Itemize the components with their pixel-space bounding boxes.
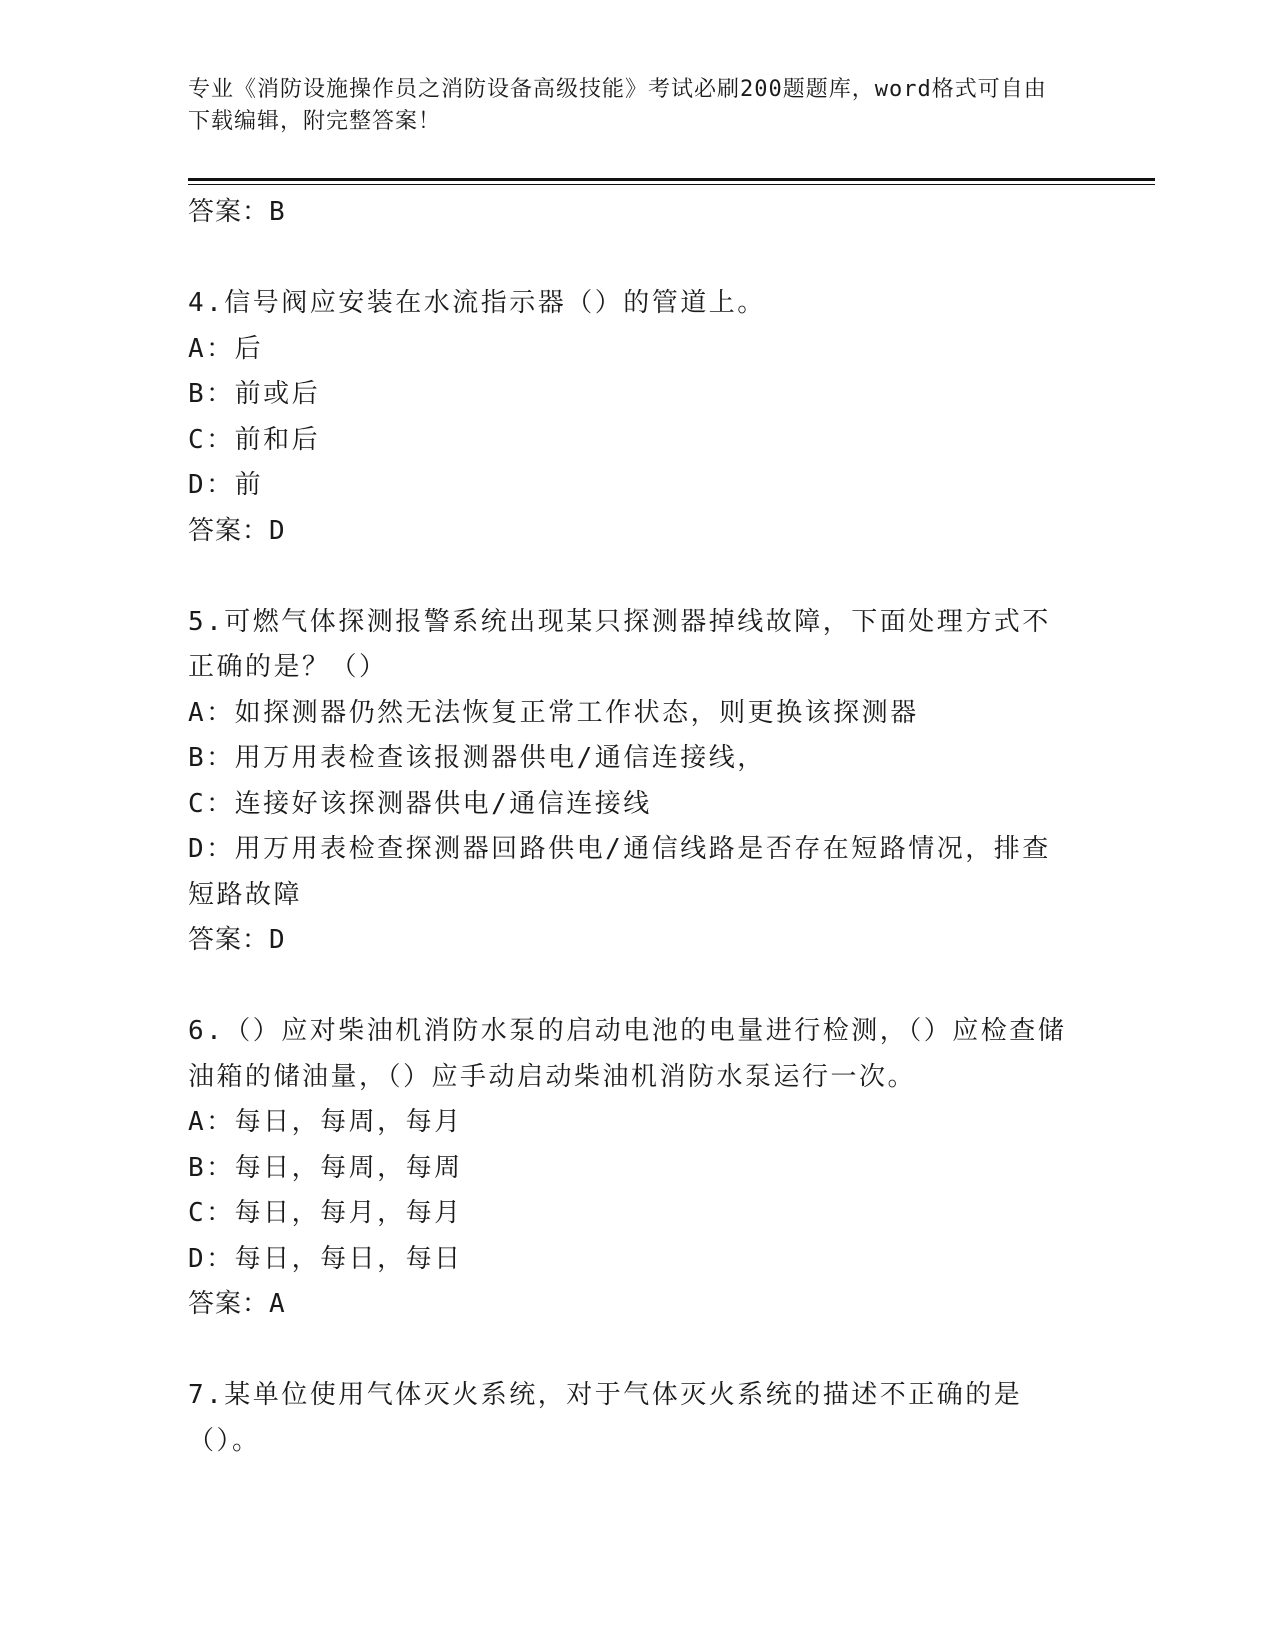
answer-label: 答案：D [188,515,286,546]
option-b: B：每日，每周，每周 [188,1152,463,1183]
answer-label: 答案：D [188,925,286,955]
option-d: D：前 [188,470,264,500]
spacer [188,964,1068,1010]
option-b: B：用万用表检查该报测器供电/通信连接线， [188,743,766,773]
question-7 [188,1373,1068,1464]
option-c: C：每日，每月，每月 [188,1198,463,1228]
option-a: A：后 [188,333,264,364]
spacer [188,236,1068,282]
question-stem: 5.可燃气体探测报警系统出现某只探测器掉线故障，下面处理方式不正确的是？（） [188,606,1051,682]
option-a: A：如探测器仍然无法恢复正常工作状态，则更换该探测器 [188,697,919,728]
option-c: C：连接好该探测器供电/通信连接线 [188,788,652,819]
document-header: 专业《消防设施操作员之消防设备高级技能》考试必刷200题题库，word格式可自由下载编辑，附完整答案！ [188,77,1047,134]
option-c: C：前和后 [188,424,321,455]
question-5 [188,600,1068,964]
question-4 [188,281,1068,554]
header-rule-thin [188,184,1155,185]
spacer [188,554,1068,600]
option-d: D：用万用表检查探测器回路供电/通信线路是否存在短路情况，排查短路故障 [188,834,1051,910]
question-stem: 4.信号阀应安装在水流指示器（）的管道上。 [188,288,766,318]
question-stem: 7.某单位使用气体灭火系统，对于气体灭火系统的描述不正确的是（）。 [188,1380,1023,1456]
question-content [188,190,1068,1464]
question-stem: 6.（）应对柴油机消防水泵的启动电池的电量进行检测，（）应检查储油箱的储油量，（）应手动启动柴油机消防水泵运行一次。 [188,1016,1067,1092]
spacer [188,1328,1068,1374]
question-6 [188,1009,1068,1328]
answer-label: 答案：A [188,1289,286,1319]
option-b: B：前或后 [188,379,321,409]
header-rule-thick [188,178,1155,181]
option-d: D：每日，每日，每日 [188,1243,463,1274]
answer-label-previous: 答案：B [188,197,286,227]
option-a: A：每日，每周，每月 [188,1107,463,1137]
